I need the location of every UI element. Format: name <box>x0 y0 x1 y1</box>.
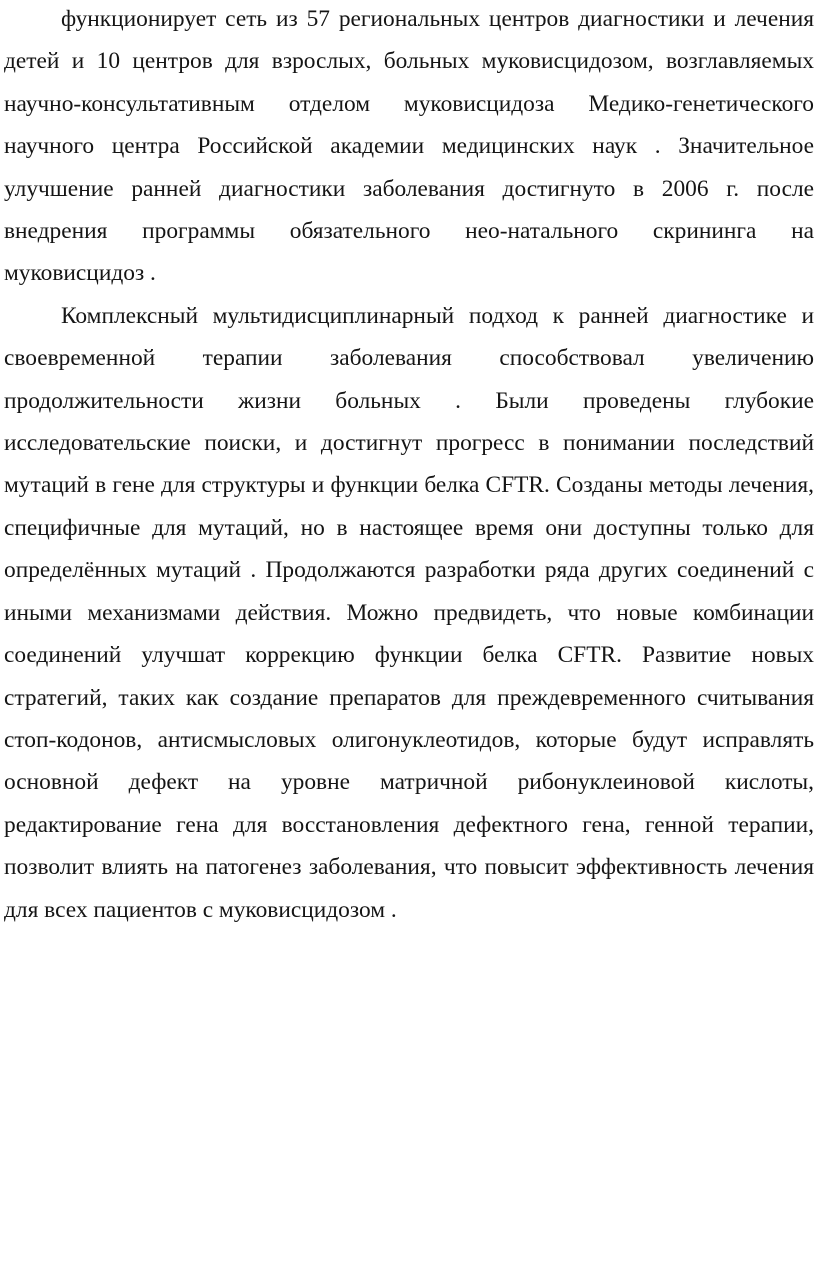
paragraph-centers: функционирует сеть из 57 региональных центров диагностики и лечения детей и 10 центров для взрослых, больных муковисцидозом, возглавляемых научно-консультативным отделом муковисцидоза Медико-генетического научного центра Российской академии медицинских наук . Значительное улучшение ранней диагностики заболевания достигнуто в 2006 г. после внедрения программы обязательного нео-натального скрининга на муковисцидоз . <box>4 6 814 287</box>
paragraph-multidisciplinary-approach: Комплексный мультидисциплинарный подход к ранней диагностике и своевременной терапии заболевания способствовал увеличению продолжительности жизни больных . Были проведены глубокие исследовательские поиски, и достигнут прогресс в понимании последствий мутаций в гене для структуры и функции белка CFTR. Созданы методы лечения, специфичные для мутаций, но в настоящее время они доступны только для определённых мутаций . Продолжаются разработки ряда других соединений с иными механизмами действия. Можно предвидеть, что новые комбинации соединений улучшат коррекцию функции белка CFTR. Развитие новых стратегий, таких как создание препаратов для преждевременного считывания стоп-кодонов, антисмысловых олигонуклеотидов, которые будут исправлять основной дефект на уровне матричной рибонуклеиновой кислоты, редактирование гена для восстановления дефектного гена, генной терапии, позволит влиять на патогенез заболевания, что повысит эффективность лечения для всех пациентов с муковисцидозом . <box>4 302 814 923</box>
document-body <box>4 0 814 931</box>
